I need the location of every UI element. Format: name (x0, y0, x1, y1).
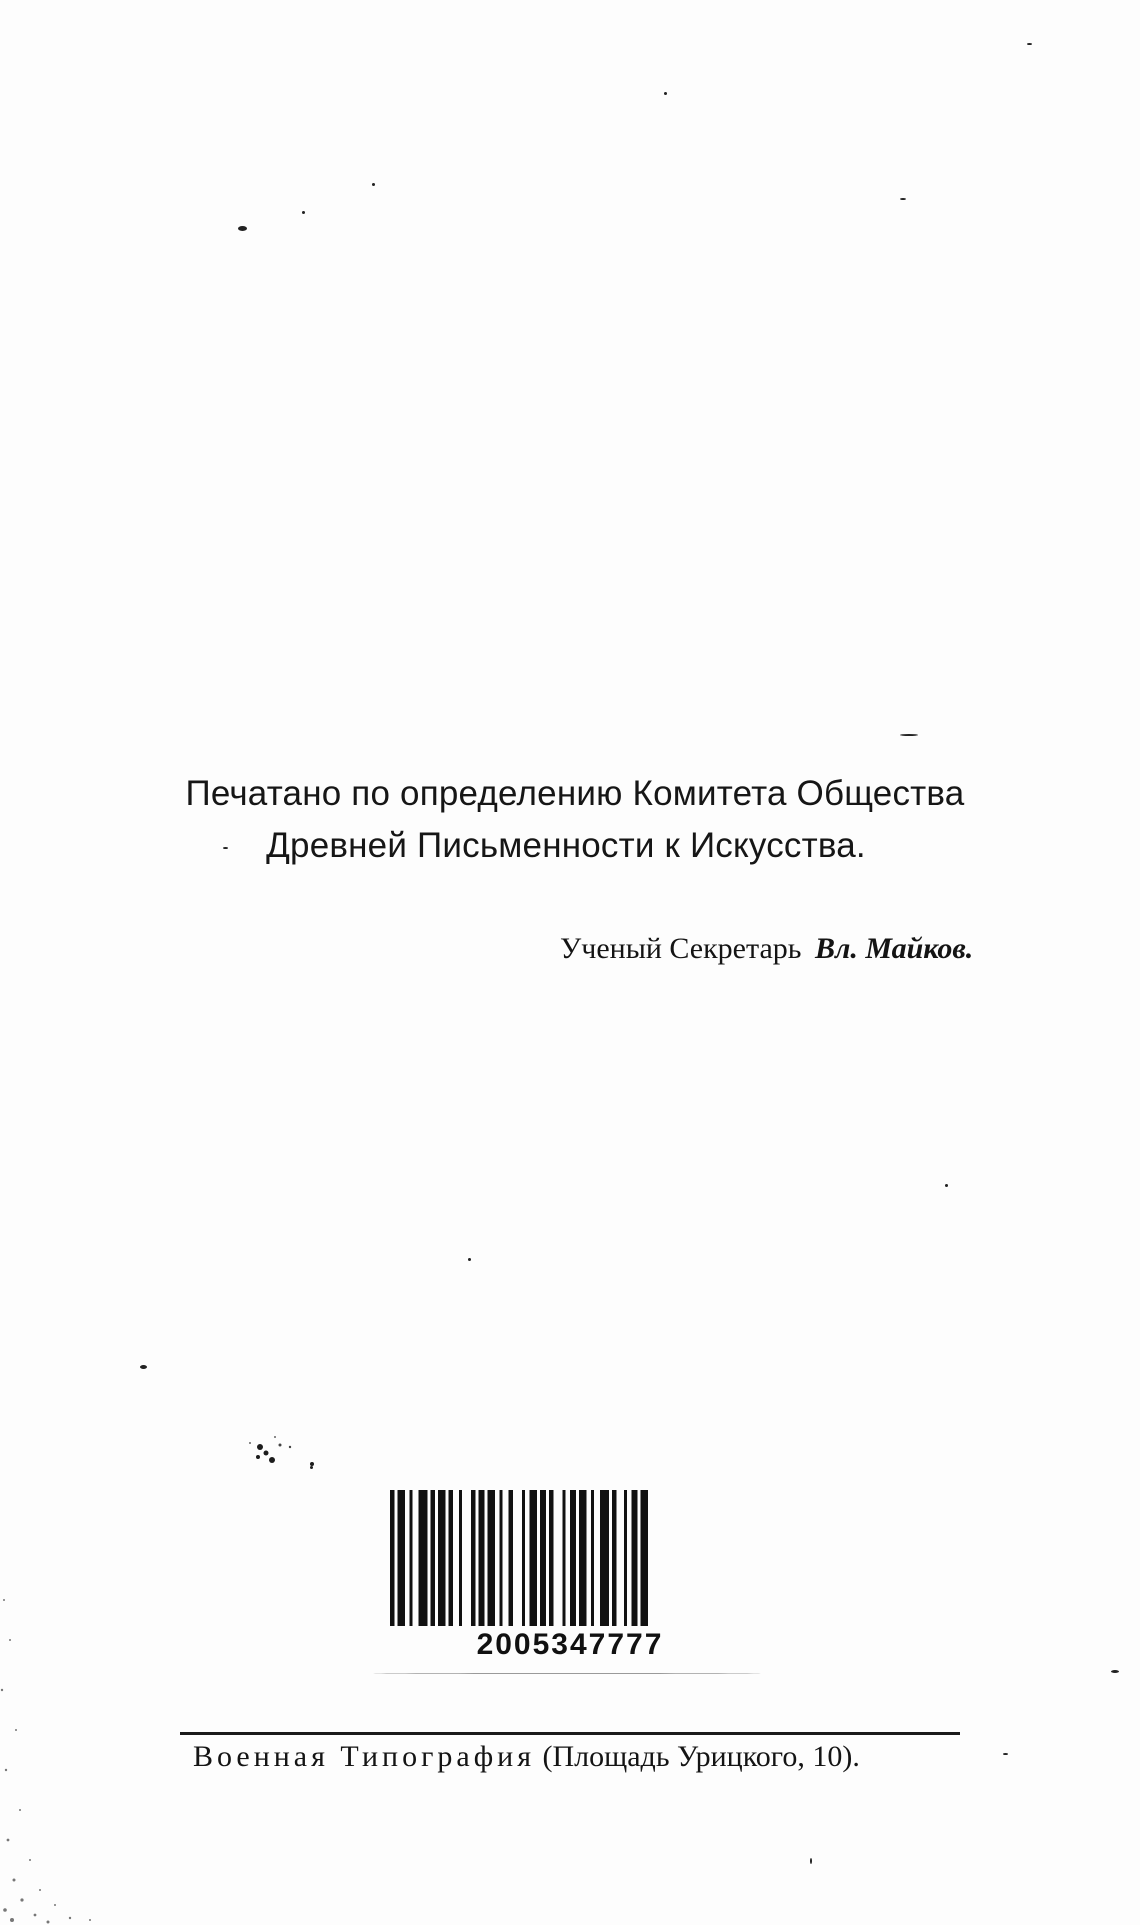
barcode-bars (388, 1490, 752, 1626)
printer-name: Военная Типография (193, 1740, 536, 1773)
imprimatur-line-2: Древней Письменности к Искусства. (266, 826, 866, 865)
speck (1111, 1670, 1119, 1673)
barcode-bar (570, 1490, 576, 1626)
barcode-label-edge (372, 1673, 762, 1674)
speck (140, 1365, 147, 1369)
edge-grain (0, 1580, 120, 1925)
secretary-signature: Вл. Майков. (814, 932, 974, 965)
barcode-bar (488, 1490, 496, 1626)
barcode-bar (530, 1490, 538, 1626)
ink-smudge (230, 1425, 320, 1485)
barcode-bar (449, 1490, 454, 1626)
speck (810, 1858, 812, 1864)
speck (468, 1258, 471, 1261)
barcode-bar (563, 1490, 566, 1626)
barcode-bar (398, 1490, 406, 1626)
speck (1027, 43, 1032, 45)
speck (372, 183, 375, 186)
barcode-bar (522, 1490, 525, 1626)
barcode-bar (641, 1490, 649, 1626)
barcode-bar (500, 1490, 503, 1626)
barcode-bar (624, 1490, 627, 1626)
barcode-bar (459, 1490, 462, 1626)
speck (664, 92, 667, 95)
barcode-bar (509, 1490, 514, 1626)
barcode-bar (632, 1490, 638, 1626)
printer-imprint (193, 1740, 860, 1774)
secretary-line (560, 932, 973, 966)
speck (945, 1184, 948, 1187)
secretary-title: Ученый Секретарь (560, 932, 802, 965)
barcode-bar (549, 1490, 554, 1626)
barcode-bar (471, 1490, 476, 1626)
speck (1003, 1753, 1008, 1755)
barcode-bar (431, 1490, 436, 1626)
barcode-bar (600, 1490, 609, 1626)
imprimatur (0, 768, 1140, 872)
barcode-bar (438, 1490, 446, 1626)
barcode-bar (390, 1490, 395, 1626)
barcode-bar (540, 1490, 546, 1626)
barcode-bar (591, 1490, 594, 1626)
speck (238, 226, 247, 231)
imprimatur-line-1: Печатано по определению Комитета Общества (185, 774, 965, 813)
barcode-bar (419, 1490, 428, 1626)
barcode-bar (612, 1490, 617, 1626)
footer-rule (180, 1732, 960, 1735)
speck (900, 198, 906, 200)
barcode-number: 2005347777 (476, 1628, 664, 1661)
speck (900, 734, 918, 736)
speck (302, 211, 305, 214)
barcode-bar (579, 1490, 587, 1626)
printer-address: (Площадь Урицкого, 10). (542, 1740, 860, 1773)
barcode-bar (410, 1490, 413, 1626)
barcode-bar (479, 1490, 485, 1626)
barcode (388, 1490, 752, 1690)
